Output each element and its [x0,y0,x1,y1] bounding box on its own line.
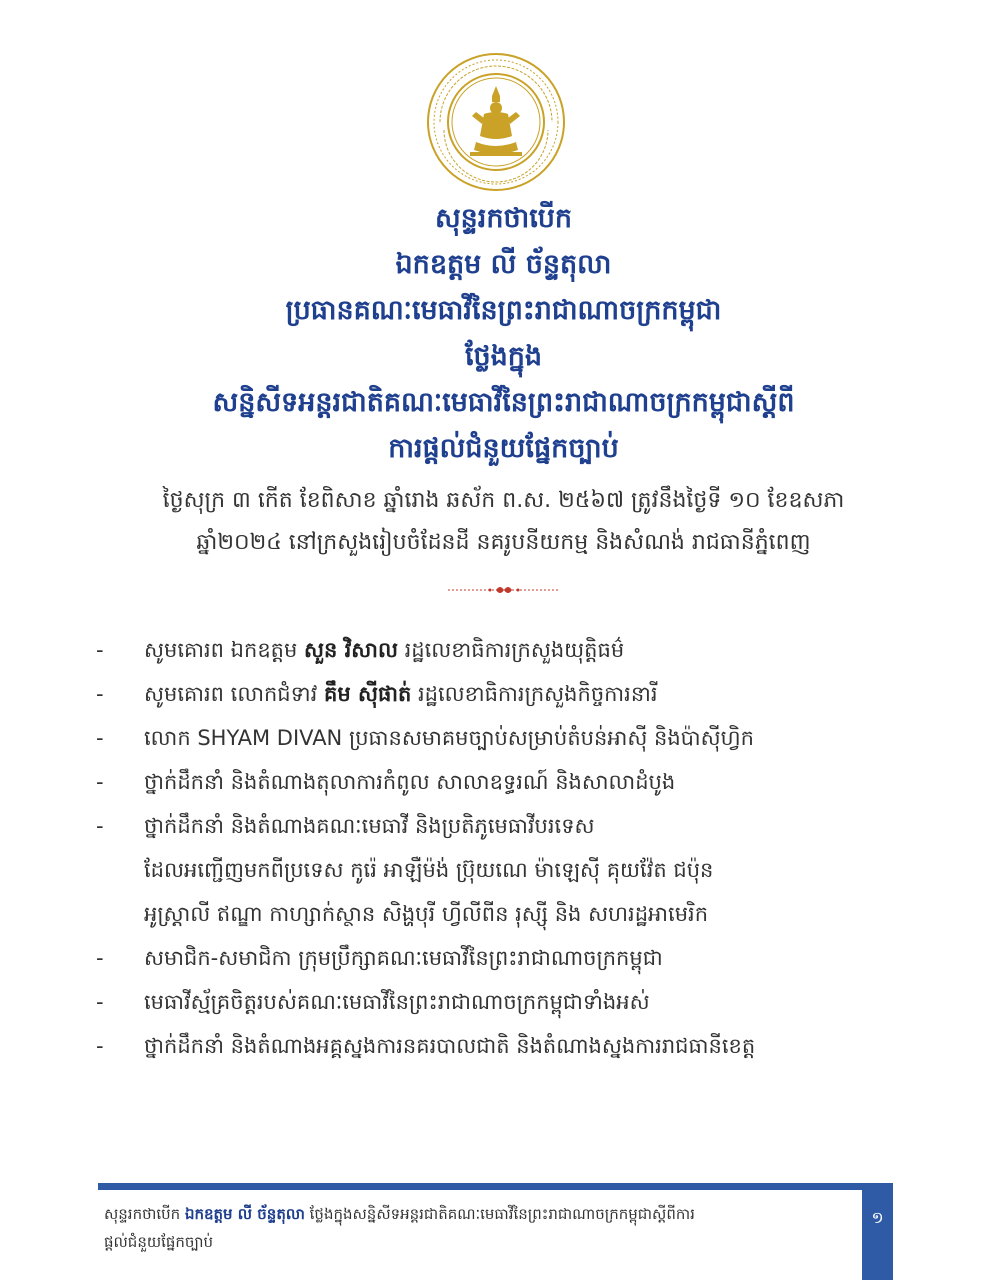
title-speech: សុន្ទរកថាបើក [434,203,573,234]
list-name-bold: គឹម ស៊ីផាត់ [323,682,412,706]
title-block [0,196,1007,472]
title-topic: ការផ្តល់ជំនួយផ្នែកច្បាប់ [388,433,619,464]
list-dash: - [96,726,104,750]
list-dash: - [96,1034,104,1058]
title-position: ប្រធានគណៈមេធាវីនៃព្រះរាជាណាចក្រកម្ពុជា [285,295,722,326]
list-item-continuation [96,892,926,936]
greetings-list [96,628,926,1068]
list-text: រដ្ឋលេខាធិការក្រសួងយុត្តិធម៌ [397,638,625,662]
list-item [96,628,926,672]
list-text: សូមគោរព ឯកឧត្តម [144,638,304,662]
list-dash: - [96,682,104,706]
footer-text-line-2: ផ្តល់ជំនួយផ្នែកច្បាប់ [104,1233,213,1251]
title-delivered-at: ថ្លែងក្នុង [464,341,543,372]
page-number: ១ [862,1190,893,1280]
date-line-2: ឆ្នាំ២០២៤ នៅក្រសួងរៀបចំដែនដី នគរូបនីយកម្ម និងសំណង់ រាជធានីភ្នំពេញ [196,530,811,555]
list-dash: - [96,770,104,794]
list-item [96,760,926,804]
title-speaker: ឯកឧត្តម លី ច័ន្ទតុលា [395,249,612,280]
title-conference: សន្និសីទអន្តរជាតិគណៈមេធាវីនៃព្រះរាជាណាចក្រកម្ពុជាស្តីពី [212,387,795,418]
list-dash: - [96,638,104,662]
list-dash: - [96,814,104,838]
ornament-divider-icon [444,583,564,597]
list-text: លោក SHYAM DIVAN ប្រធានសមាគមច្បាប់សម្រាប់តំបន់អាស៊ី និងប៉ាស៊ីហ្វិក [144,726,754,750]
footer-text [104,1200,844,1256]
royal-government-seal-icon [426,52,566,192]
date-block [0,480,1007,564]
list-text: សមាជិក-សមាជិកា ក្រុមប្រឹក្សាគណៈមេធាវីនៃព្រះរាជាណាចក្រកម្ពុជា [144,946,663,970]
footer-text-pre: សុន្ទរកថាបើក [104,1205,185,1223]
list-text: ថ្នាក់ដឹកនាំ និងតំណាងតុលាការកំពូល សាលាឧទ្ធរណ៍ និងសាលាដំបូង [144,770,676,794]
list-text: មេធាវីស្ម័គ្រចិត្តរបស់គណៈមេធាវីនៃព្រះរាជាណាចក្រកម្ពុជាទាំងអស់ [144,990,650,1014]
list-dash: - [96,990,104,1014]
list-text: ថ្នាក់ដឹកនាំ និងតំណាងអគ្គស្នងការនគរបាលជាតិ និងតំណាងស្នងការរាជធានីខេត្ត [144,1034,756,1058]
list-item [96,716,926,760]
list-text: ថ្នាក់ដឹកនាំ និងតំណាងគណៈមេធាវី និងប្រតិភូមេធាវីបរទេស [144,814,595,838]
list-item [96,1024,926,1068]
list-text: អូស្ត្រាលី ឥណ្ឌា កាហ្សាក់ស្ថាន សិង្ហបុរី ហ្វីលីពីន រុស្ស៊ី និង សហរដ្ឋអាមេរិក [144,902,709,926]
footer-divider [98,1183,893,1190]
list-dash: - [96,946,104,970]
list-name-bold: សួន វិសាល [303,638,398,662]
list-item-continuation [96,848,926,892]
footer-text-post: ថ្លែងក្នុងសន្និសីទអន្តរជាតិគណៈមេធាវីនៃព្រះរាជាណាចក្រកម្ពុជាស្តីពីការ [304,1205,695,1223]
list-text: សូមគោរព លោកជំទាវ [144,682,324,706]
date-line-1: ថ្ងៃសុក្រ ៣ កើត ខែពិសាខ ឆ្នាំរោង ឆស័ក ព.ស. ២៥៦៧ ត្រូវនឹងថ្ងៃទី ១០ ខែឧសភា [162,488,845,513]
list-text: ដែលអញ្ជើញមកពីប្រទេស កូរ៉េ អាឡឺម៉ង់ ប្រ៊ុយណេ ម៉ាឡេស៊ី គុយវ៉ែត ជប៉ុន [144,858,714,882]
list-item [96,672,926,716]
list-item [96,804,926,848]
footer-speaker-bold: ឯកឧត្តម លី ច័ន្ទតុលា [184,1205,305,1223]
list-item [96,980,926,1024]
list-item [96,936,926,980]
list-text: រដ្ឋលេខាធិការក្រសួងកិច្ចការនារី [411,682,658,706]
